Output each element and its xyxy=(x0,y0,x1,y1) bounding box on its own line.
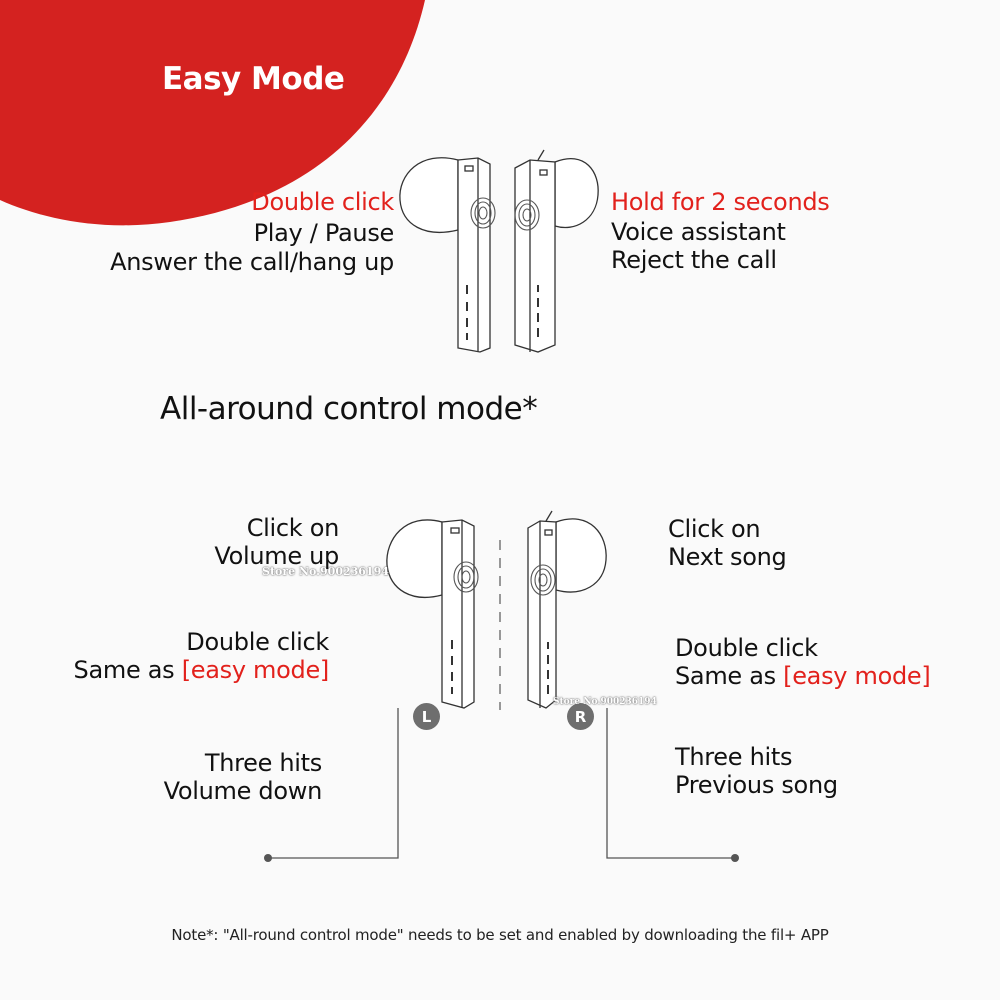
right-three-heading: Three hits xyxy=(675,743,793,771)
left-click-action: Volume up xyxy=(214,542,339,570)
left-badge: L xyxy=(413,703,440,730)
right-click-action: Next song xyxy=(668,543,787,571)
footnote: Note*: "All-round control mode" needs to be set and enabled by downloading the fil+ APP xyxy=(171,926,829,944)
right-badge: R xyxy=(567,703,594,730)
easy-left-line2: Answer the call/hang up xyxy=(110,248,394,276)
right-double-ref: [easy mode] xyxy=(783,662,931,690)
easy-right-line2: Reject the call xyxy=(611,246,777,274)
store-watermark: Store No.900236194 xyxy=(553,697,657,707)
left-click-heading: Click on xyxy=(246,514,339,542)
right-earbud-head xyxy=(556,519,606,592)
left-double-prefix: Same as xyxy=(73,656,182,684)
left-earbud-stem xyxy=(442,520,474,708)
left-double-heading: Double click xyxy=(186,628,329,656)
right-click-heading: Click on xyxy=(668,515,761,543)
left-three-action: Volume down xyxy=(163,777,322,805)
all-around-title: All-around control mode* xyxy=(160,391,538,427)
easy-right-line1: Voice assistant xyxy=(611,218,786,246)
easy-right-heading: Hold for 2 seconds xyxy=(611,188,830,216)
left-double-line xyxy=(74,658,329,682)
dot-icon xyxy=(264,854,272,862)
store-watermark: Store No.900236194 xyxy=(262,565,389,578)
right-earbud-stem xyxy=(528,521,556,708)
easy-mode-title: Easy Mode xyxy=(162,61,345,97)
easy-left-heading: Double click xyxy=(251,188,394,216)
dot-icon xyxy=(731,854,739,862)
right-three-action: Previous song xyxy=(675,771,838,799)
right-double-prefix: Same as xyxy=(675,662,784,690)
left-double-ref: [easy mode] xyxy=(181,656,329,684)
left-earbud-head xyxy=(387,520,442,597)
easy-left-line1: Play / Pause xyxy=(253,219,394,247)
right-double-heading: Double click xyxy=(675,634,818,662)
right-double-line xyxy=(675,664,930,688)
left-three-heading: Three hits xyxy=(204,749,322,777)
